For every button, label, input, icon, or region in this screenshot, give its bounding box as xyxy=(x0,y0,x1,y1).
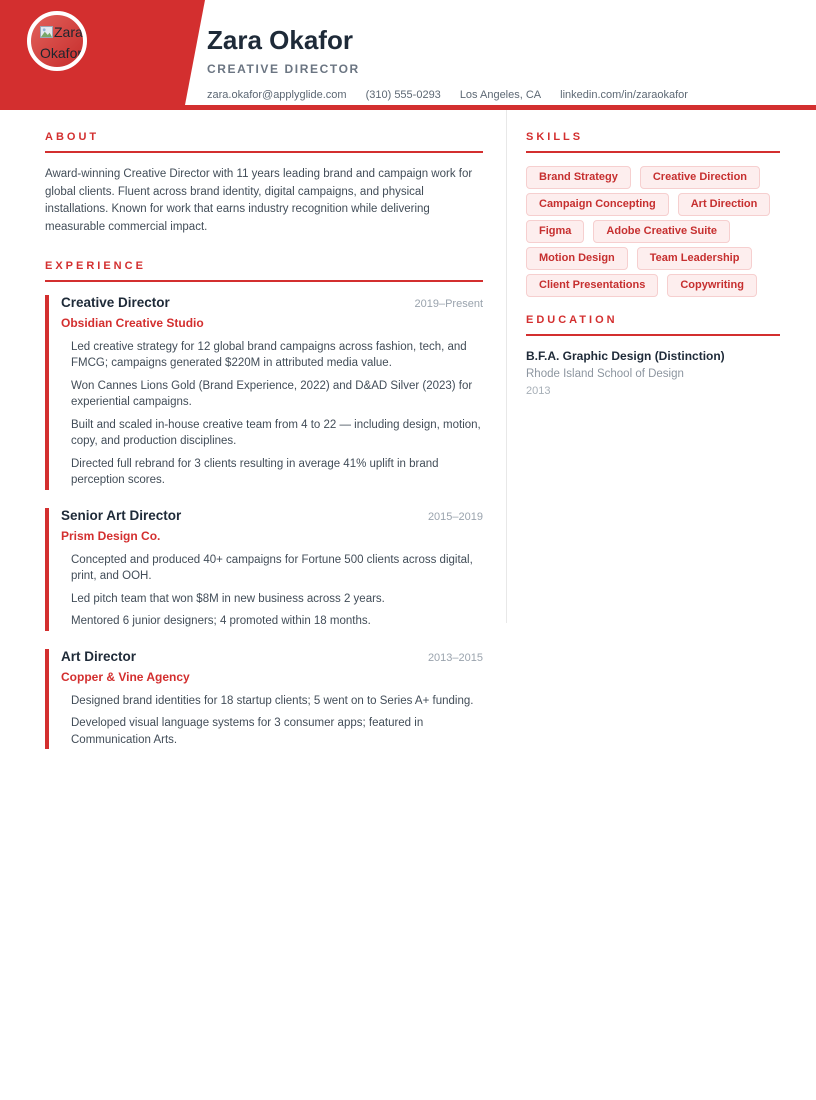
job-company: Obsidian Creative Studio xyxy=(61,315,204,330)
education-section xyxy=(526,315,780,397)
skill-chip: Motion Design xyxy=(526,247,628,270)
job-title: Senior Art Director xyxy=(61,507,182,523)
resume-body xyxy=(0,110,816,767)
job-header xyxy=(61,296,483,311)
about-heading: ABOUT xyxy=(45,131,100,143)
job-dates: 2015–2019 xyxy=(427,510,483,523)
skills-heading: SKILLS xyxy=(526,131,584,143)
job-entry xyxy=(45,508,483,631)
education-rule xyxy=(526,334,780,336)
contact-phone[interactable]: (310) 555-0293 xyxy=(365,89,441,101)
about-text: Award-winning Creative Director with 11 years leading brand and campaign work for global clients. Fluent across brand identity, digital campaigns, and physical installations. Known for work that earns industry recognition while delivering measurable commercial impact. xyxy=(45,168,473,233)
job-bullet: Led pitch team that won $8M in new business across 2 years. xyxy=(71,592,385,605)
education-school: Rhode Island School of Design xyxy=(526,368,684,380)
person-title: CREATIVE DIRECTOR xyxy=(207,62,360,76)
experience-section xyxy=(45,261,483,749)
skills-rule xyxy=(526,151,780,153)
skills-list xyxy=(526,166,780,297)
right-column xyxy=(526,132,780,397)
contact-linkedin[interactable]: linkedin.com/in/zaraokafor xyxy=(560,89,688,101)
about-section xyxy=(45,132,483,236)
job-bullet: Developed visual language systems for 3 consumer apps; featured in Communication Arts. xyxy=(71,717,424,746)
avatar-alt-text: Zara Okafor xyxy=(40,24,83,61)
left-column xyxy=(45,132,483,767)
header-identity xyxy=(0,0,816,101)
skill-chip: Copywriting xyxy=(667,274,757,297)
job-company: Prism Design Co. xyxy=(61,528,161,543)
education-year: 2013 xyxy=(526,385,551,397)
job-header xyxy=(61,509,483,524)
about-rule xyxy=(45,151,483,153)
job-entry xyxy=(45,295,483,490)
skill-chip: Client Presentations xyxy=(526,274,658,297)
job-bullet: Won Cannes Lions Gold (Brand Experience, 2022) and D&AD Silver (2023) for experiential campaigns. xyxy=(71,379,473,409)
job-bullet: Directed full rebrand for 3 clients resulting in average 41% uplift in brand perception scores. xyxy=(71,457,439,487)
skill-chip: Brand Strategy xyxy=(526,166,631,189)
job-bullets xyxy=(61,339,483,489)
column-divider xyxy=(506,110,507,623)
experience-rule xyxy=(45,280,483,282)
education-heading: EDUCATION xyxy=(526,314,618,326)
skill-chip: Art Direction xyxy=(678,193,771,216)
job-company: Copper & Vine Agency xyxy=(61,669,190,684)
job-bullets xyxy=(61,693,483,749)
skill-chip: Adobe Creative Suite xyxy=(593,220,730,243)
job-title: Art Director xyxy=(61,648,137,664)
job-bullet: Built and scaled in-house creative team from 4 to 22 — including design, motion, copy, and production disciplines. xyxy=(71,418,481,448)
skill-chip: Team Leadership xyxy=(637,247,753,270)
job-bullet: Concepted and produced 40+ campaigns for Fortune 500 clients across digital, print, and OOH. xyxy=(71,553,473,583)
skill-chip: Creative Direction xyxy=(640,166,760,189)
contact-location: Los Angeles, CA xyxy=(459,89,542,101)
job-bullet: Led creative strategy for 12 global brand campaigns across fashion, tech, and FMCG; campaigns generated $220M in attributed media value. xyxy=(71,340,467,370)
job-header xyxy=(61,650,483,665)
job-dates: 2013–2015 xyxy=(427,651,483,664)
job-entry xyxy=(45,649,483,749)
job-bullet: Designed brand identities for 18 startup clients; 5 went on to Series A+ funding. xyxy=(71,694,474,707)
contact-row xyxy=(207,89,816,101)
job-bullets xyxy=(61,552,483,630)
person-name: Zara Okafor xyxy=(207,25,353,55)
skill-chip: Figma xyxy=(526,220,584,243)
skill-chip: Campaign Concepting xyxy=(526,193,669,216)
education-degree: B.F.A. Graphic Design (Distinction) xyxy=(526,349,725,363)
skills-section xyxy=(526,132,780,297)
job-bullet: Mentored 6 junior designers; 4 promoted within 18 months. xyxy=(71,615,371,628)
contact-email[interactable]: zara.okafor@applyglide.com xyxy=(207,89,347,101)
job-title: Creative Director xyxy=(61,295,170,310)
job-dates: 2019–Present xyxy=(414,298,483,310)
experience-heading: EXPERIENCE xyxy=(45,260,146,272)
resume-header xyxy=(0,0,816,110)
